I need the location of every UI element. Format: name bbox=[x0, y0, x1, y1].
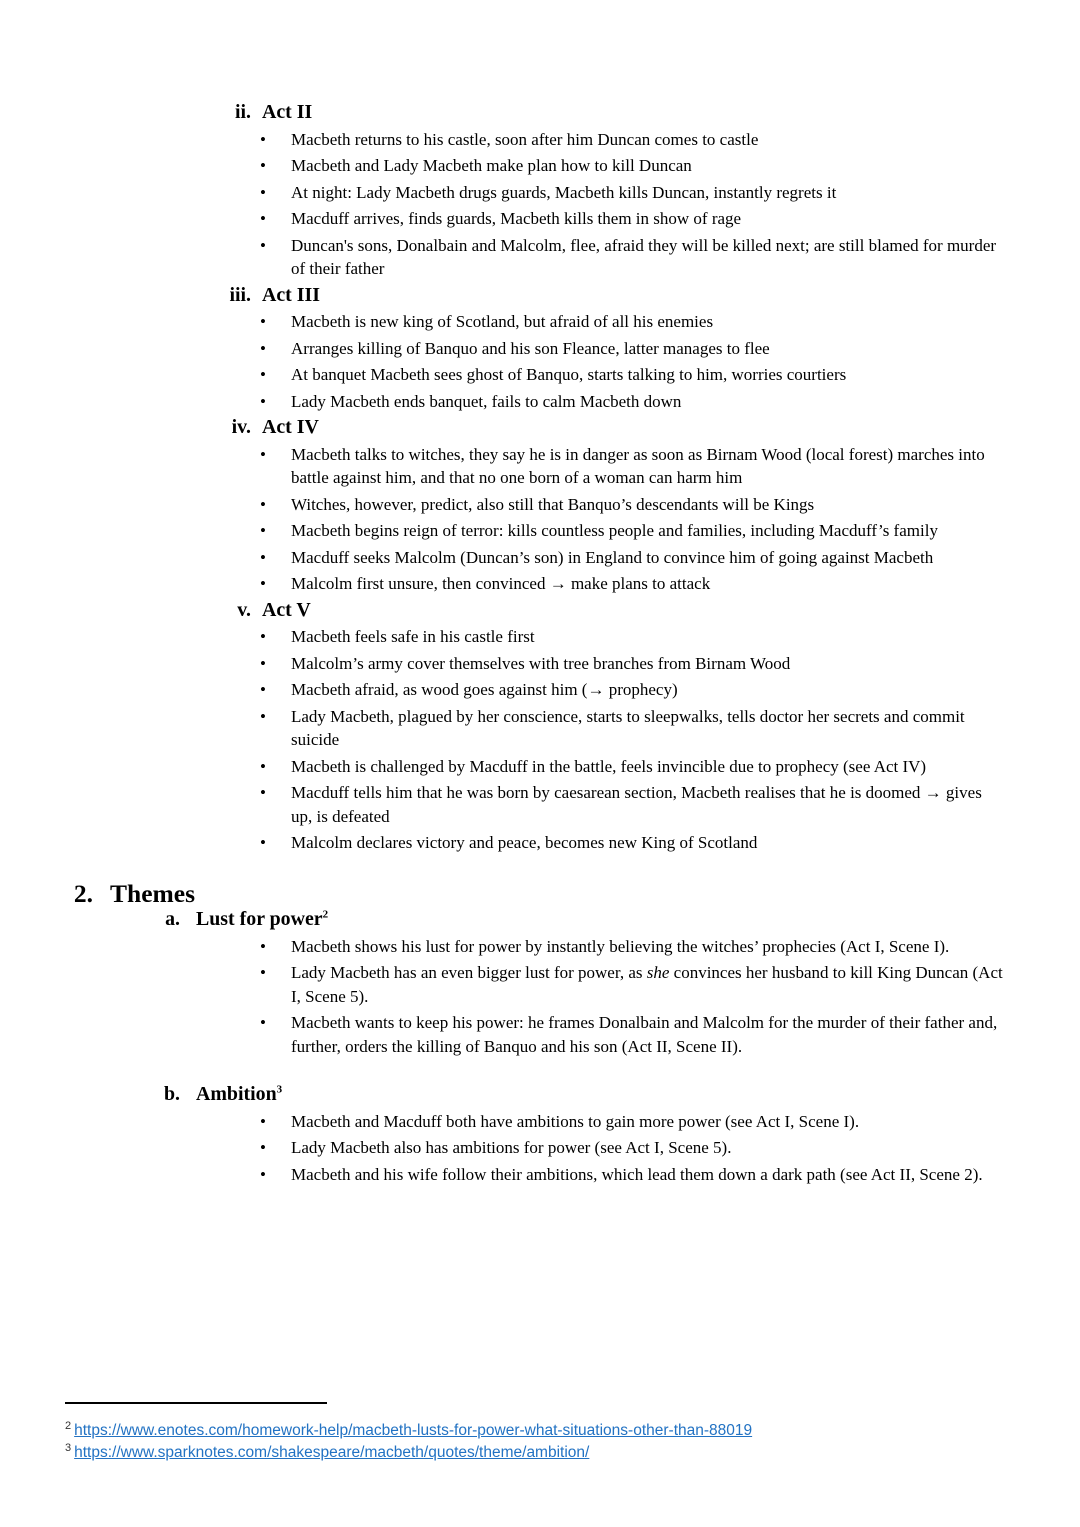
act-ii-numeral: ii. bbox=[234, 101, 251, 123]
lust-for-power-letter: a. bbox=[165, 908, 180, 930]
act-ii-heading bbox=[180, 101, 1080, 125]
bullet-item bbox=[291, 831, 1003, 855]
bullet-text: Macbeth talks to witches, they say he is in danger as soon as Birnam Wood (local forest) marches into battle against him, and that no one born of a woman can harm him bbox=[291, 444, 985, 487]
bullet-item bbox=[291, 546, 1003, 570]
ambition-letter: b. bbox=[163, 1083, 180, 1105]
subsection-ambition bbox=[0, 1083, 1080, 1186]
bullet-text-emphasis: she bbox=[646, 963, 670, 982]
act-iv-title: Act IV bbox=[262, 416, 319, 438]
bullet-text: Macbeth is new king of Scotland, but afraid of all his enemies bbox=[291, 312, 714, 331]
bullet-item bbox=[291, 1110, 1003, 1134]
bullet-item bbox=[291, 935, 1003, 959]
act-v-title: Act V bbox=[262, 598, 311, 621]
bullet-item bbox=[291, 1011, 1003, 1058]
bullet-item bbox=[291, 652, 1003, 676]
bullet-item bbox=[291, 625, 1003, 649]
footnote-2 bbox=[65, 1420, 752, 1442]
bullet-text: Macbeth shows his lust for power by instantly believing the witches’ prophecies (Act I, Scene I). bbox=[291, 936, 950, 956]
section-act-iii bbox=[0, 284, 1080, 414]
bullet-item bbox=[291, 1163, 1003, 1187]
section-themes bbox=[0, 878, 1080, 1187]
bullet-text: Macduff seeks Malcolm (Duncan’s son) in England to convince him of going against Macbeth bbox=[291, 547, 934, 567]
section-act-iv bbox=[0, 416, 1080, 596]
bullet-item bbox=[291, 154, 1003, 178]
bullet-text: Lady Macbeth also has ambitions for power (see Act I, Scene 5). bbox=[291, 1138, 732, 1157]
bullet-text: At banquet Macbeth sees ghost of Banquo, starts talking to him, worries courtiers bbox=[291, 365, 847, 384]
bullet-text: At night: Lady Macbeth drugs guards, Macbeth kills Duncan, instantly regrets it bbox=[291, 182, 837, 202]
themes-title: Themes bbox=[110, 878, 195, 908]
bullet-text: Arranges killing of Banquo and his son Fleance, latter manages to flee bbox=[291, 338, 770, 358]
bullet-text: Macbeth and Macduff both have ambitions to gain more power (see Act I, Scene I). bbox=[291, 1111, 860, 1131]
act-iii-title: Act III bbox=[262, 283, 320, 306]
act-iii-numeral: iii. bbox=[229, 283, 251, 306]
bullet-item bbox=[291, 234, 1003, 281]
footnotes-area bbox=[65, 1402, 752, 1464]
act-iv-heading bbox=[180, 416, 1080, 440]
bullet-text: Duncan's sons, Donalbain and Malcolm, flee, afraid they will be killed next; are still blamed for murder of their father bbox=[291, 235, 997, 278]
bullet-item bbox=[291, 363, 1003, 387]
act-v-heading bbox=[180, 599, 1080, 623]
section-act-v bbox=[0, 599, 1080, 855]
bullet-item bbox=[291, 493, 1003, 517]
bullet-item bbox=[291, 781, 1003, 828]
bullet-item bbox=[291, 128, 1003, 152]
bullet-text: Macduff arrives, finds guards, Macbeth kills them in show of rage bbox=[291, 209, 742, 228]
bullet-item bbox=[291, 1136, 1003, 1160]
bullet-item bbox=[291, 755, 1003, 779]
bullet-item bbox=[291, 181, 1003, 205]
footnote-reference-3: 3 bbox=[276, 1083, 283, 1096]
bullet-text: Macbeth afraid, as wood goes against him (→ prophecy) bbox=[291, 680, 678, 699]
bullet-item bbox=[291, 337, 1003, 361]
lust-for-power-title-text: Lust for power bbox=[196, 908, 323, 930]
footnote-3-marker: 3 bbox=[65, 1441, 72, 1454]
bullet-text: Witches, however, predict, also still that Banquo’s descendants will be Kings bbox=[291, 494, 815, 514]
act-v-numeral: v. bbox=[237, 598, 251, 621]
bullet-item bbox=[291, 207, 1003, 231]
act-ii-title: Act II bbox=[262, 101, 313, 123]
bullet-text: Malcolm declares victory and peace, becomes new King of Scotland bbox=[291, 833, 758, 852]
bullet-text: Lady Macbeth, plagued by her conscience, starts to sleepwalks, tells doctor her secrets and commit suicide bbox=[291, 706, 965, 749]
section-act-ii bbox=[0, 101, 1080, 281]
subsection-lust-for-power bbox=[0, 908, 1080, 1058]
bullet-item bbox=[291, 390, 1003, 414]
ambition-title bbox=[196, 1083, 282, 1105]
bullet-text: Macbeth is challenged by Macduff in the battle, feels invincible due to prophecy (see Act IV) bbox=[291, 756, 927, 776]
bullet-text: Malcolm first unsure, then convinced → make plans to attack bbox=[291, 574, 711, 593]
ambition-heading bbox=[150, 1083, 1080, 1107]
bullet-text: Malcolm’s army cover themselves with tree branches from Birnam Wood bbox=[291, 653, 791, 673]
bullet-text-post: convinces her husband to kill King Duncan (Act I, Scene 5). bbox=[291, 963, 1003, 1006]
bullet-text-pre: Lady Macbeth has an even bigger lust for power, as bbox=[291, 963, 647, 982]
footnote-3 bbox=[65, 1442, 752, 1464]
bullet-text: Macbeth begins reign of terror: kills countless people and families, including Macduff’s family bbox=[291, 521, 938, 540]
bullet-item bbox=[291, 705, 1003, 752]
ambition-title-text: Ambition bbox=[196, 1083, 277, 1105]
bullet-text: Macbeth wants to keep his power: he frames Donalbain and Malcolm for the murder of their father and, further, orders the killing of Banquo and his son (Act II, Scene II). bbox=[291, 1013, 998, 1056]
footnote-reference-2: 2 bbox=[322, 908, 329, 921]
bullet-item bbox=[291, 310, 1003, 334]
bullet-text: Macbeth and his wife follow their ambitions, which lead them down a dark path (see Act II, Scene 2). bbox=[291, 1164, 983, 1184]
footnote-2-marker: 2 bbox=[65, 1419, 72, 1432]
themes-heading bbox=[60, 878, 1080, 908]
act-iv-numeral: iv. bbox=[231, 416, 251, 438]
bullet-item bbox=[291, 572, 1003, 596]
lust-for-power-title bbox=[196, 908, 328, 930]
footnote-3-link[interactable]: https://www.sparknotes.com/shakespeare/macbeth/quotes/theme/ambition/ bbox=[74, 1444, 590, 1461]
bullet-item bbox=[291, 961, 1003, 1008]
bullet-text: Macduff tells him that he was born by caesarean section, Macbeth realises that he is doomed → gives up, is defeated bbox=[291, 783, 982, 826]
bullet-item bbox=[291, 443, 1003, 490]
act-iii-heading bbox=[180, 284, 1080, 308]
bullet-text: Macbeth returns to his castle, soon after him Duncan comes to castle bbox=[291, 129, 759, 149]
bullet-text: Lady Macbeth ends banquet, fails to calm Macbeth down bbox=[291, 391, 682, 411]
themes-number: 2. bbox=[73, 878, 93, 908]
footnote-2-link[interactable]: https://www.enotes.com/homework-help/macbeth-lusts-for-power-what-situations-other-than-88019 bbox=[74, 1422, 753, 1439]
bullet-text bbox=[291, 963, 1003, 1006]
bullet-item bbox=[291, 519, 1003, 543]
bullet-item bbox=[291, 678, 1003, 702]
lust-for-power-heading bbox=[150, 908, 1080, 932]
footnote-separator bbox=[65, 1402, 327, 1404]
bullet-text: Macbeth and Lady Macbeth make plan how to kill Duncan bbox=[291, 156, 692, 175]
bullet-text: Macbeth feels safe in his castle first bbox=[291, 627, 535, 646]
